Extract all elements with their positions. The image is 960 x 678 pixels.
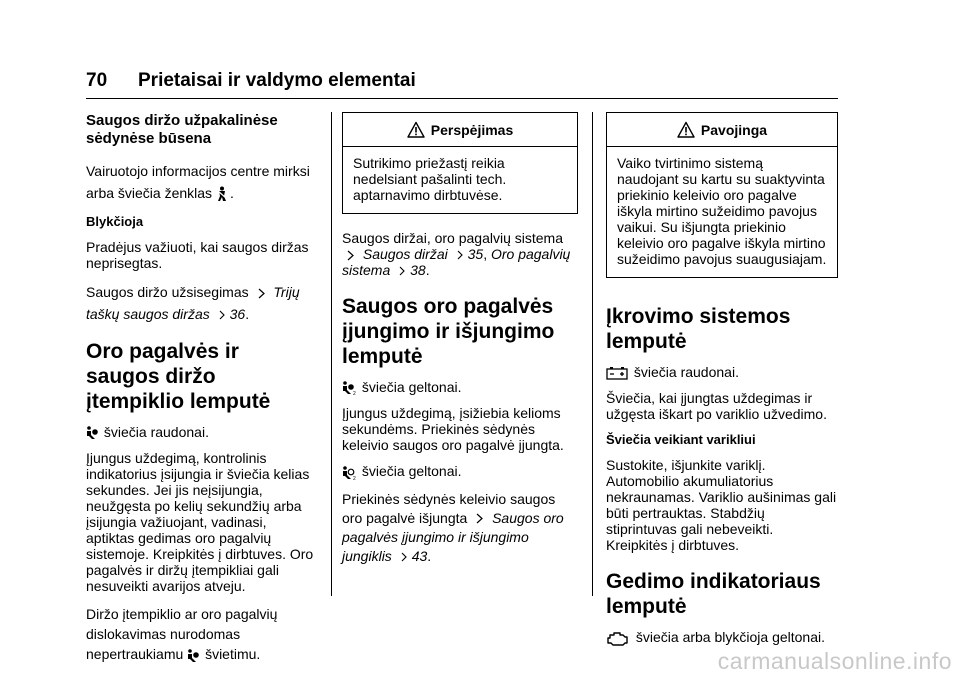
danger-box-header — [607, 113, 837, 147]
cross-reference-link[interactable]: Saugos diržai — [362, 246, 448, 262]
column-divider-1 — [331, 112, 332, 596]
paragraph: šviečia raudonai. — [86, 424, 318, 440]
warning-triangle-icon — [677, 121, 695, 139]
paragraph: Įjungus uždegimą, įsižiebia kelioms sekundėms. Priekinės sėdynės keleivio saugos oro pagalvė įjungta. — [342, 405, 564, 454]
danger-title: Pavojinga — [700, 121, 768, 138]
cross-reference-link[interactable]: Trijų taškų saugos diržas — [86, 284, 300, 322]
page-reference[interactable]: 38 — [410, 262, 426, 278]
airbag-off-icon — [342, 466, 356, 480]
paragraph: Priekinės sėdynės keleivio saugos oro pagalvė išjungta Saugos oro pagalvės įjungimo ir išjungimo jungiklis 43. — [342, 490, 564, 564]
page-title: Prietaisai ir valdymo elementai — [138, 70, 416, 91]
paragraph: Saugos diržai, oro pagalvių sistema Saugos diržai 35, Oro pagalvių sistema 38. — [342, 230, 571, 278]
paragraph: Šviečia, kai įjungtas uždegimas ir užgęsta iškart po variklio užvedimo. — [606, 390, 827, 423]
svg-text:2: 2 — [353, 391, 356, 396]
engine-icon — [606, 631, 630, 647]
column-divider-2 — [592, 112, 593, 596]
ref-arrow-icon — [345, 250, 356, 261]
section-heading-airbag-onoff: Saugos oro pagalvės įjungimo ir išjungimo lemputė — [342, 295, 555, 368]
caution-title: Perspėjimas — [430, 121, 514, 138]
section-heading-malfunction-indicator: Gedimo indikatoriaus lemputė — [606, 570, 821, 619]
seatbelt-rear-icon — [216, 186, 228, 202]
column-3 — [606, 112, 838, 657]
header-rule — [86, 98, 838, 99]
section-heading-rear-seatbelt: Saugos diržo užpakalinėse sėdynėse būsena — [86, 112, 278, 147]
cross-reference-link[interactable]: Oro pagalvių sistema — [342, 246, 571, 278]
paragraph: 2 šviečia geltonai. — [342, 379, 578, 395]
paragraph: Vairuotojo informacijos centre mirksi arba šviečia ženklas . — [86, 163, 310, 201]
battery-icon — [606, 366, 628, 380]
paragraph: Diržo įtempiklio ar oro pagalvių dislokavimas nurodomas nepertraukiamu švietimu. — [86, 606, 278, 663]
caution-body: Sutrikimo priežastį reikia nedelsiant pašalinti tech. aptarnavimo dirbtuvėse. — [353, 155, 507, 203]
section-heading-charging-system: Įkrovimo sistemos lemputė — [606, 305, 791, 353]
paragraph: Įjungus uždegimą, kontrolinis indikatorius įsijungia ir šviečia kelias sekundes. Jei jis neįsijungia, neužgęsta po kelių sekundžių arba įsijungia važiuojant, vadinasi, aptiktas gedimas oro pagalvių sistemoje. Kreipkitės į dirbtuves. Oro pagalvės ir diržų įtempikliai gali nesuveikti avarijos atveju. — [86, 450, 314, 595]
paragraph: šviečia raudonai. — [606, 364, 838, 380]
caution-box — [342, 112, 578, 214]
paragraph: 2 šviečia geltonai. — [342, 463, 578, 479]
watermark: carmanualsonline.info — [717, 648, 952, 674]
subheading-blinking: Blykčioja — [86, 214, 144, 229]
paragraph: Saugos diržo užsisegimas Trijų taškų saugos diržas 36. — [86, 284, 300, 322]
page-header — [86, 66, 838, 106]
column-1 — [86, 112, 318, 674]
ref-arrow-icon — [455, 250, 465, 260]
warning-triangle-icon — [407, 121, 425, 139]
page-reference[interactable]: 36 — [229, 306, 246, 322]
page-reference[interactable]: 35 — [467, 246, 484, 262]
svg-text:2: 2 — [353, 475, 356, 480]
paragraph: šviečia arba blykčioja geltonai. — [606, 629, 838, 646]
column-2 — [342, 112, 578, 576]
ref-arrow-icon — [256, 288, 267, 299]
airbag-icon — [86, 426, 98, 440]
section-heading-airbag-pretensioner: Oro pagalvės ir saugos diržo įtempiklio lemputė — [86, 340, 271, 413]
page-reference[interactable]: 43 — [411, 547, 428, 564]
danger-box — [606, 112, 838, 278]
airbag-on-icon — [342, 381, 356, 395]
ref-arrow-icon — [397, 266, 407, 276]
paragraph: Pradėjus važiuoti, kai saugos diržas neprisegtas. — [86, 239, 309, 271]
ref-arrow-icon — [399, 552, 409, 562]
cross-reference-link[interactable]: Saugos oro pagalvės įjungimo ir išjungimo jungiklis — [342, 509, 564, 564]
paragraph: Sustokite, išjunkite variklį. Automobilio akumuliatorius nekraunamas. Variklio aušinimas gali būti pertrauktas. Stabdžių stiprintuvas gali nebeveikti. Kreipkitės į dirbtuves. — [606, 457, 837, 554]
page-number: 70 — [86, 70, 108, 91]
airbag-icon — [187, 649, 199, 663]
ref-arrow-icon — [474, 513, 485, 524]
subheading-engine-running: Šviečia veikiant varikliui — [606, 432, 756, 448]
caution-box-header — [343, 113, 577, 147]
danger-body: Vaiko tvirtinimo sistemą naudojant su kartu su suaktyvinta priekinio keleivio oro pagalve iškyla mirtino sužeidimo pavojus vaikui. Su išjungta priekinio keleivio oro pagalve iškyla mirtino sužeidimo pavojus suaugusiajam. — [617, 155, 827, 267]
ref-arrow-icon — [217, 310, 227, 320]
